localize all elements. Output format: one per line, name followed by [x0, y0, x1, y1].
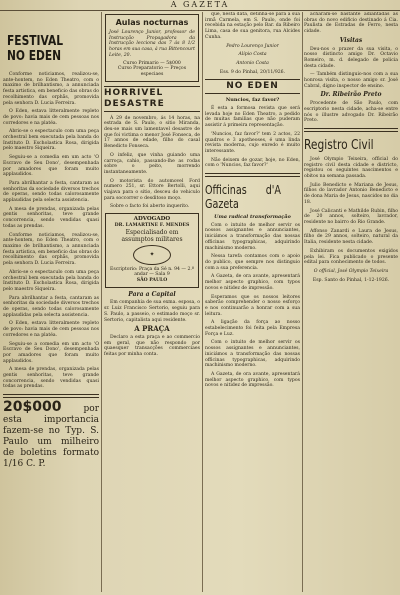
signature: Antonio Costa — [236, 60, 269, 66]
paragraph: Abrio-se o espectaculo com uma peça orchestral bem executada pela banda do Instituto D. Escholastica Rosa, dirigida pelo maestro Siqueira. — [3, 269, 99, 292]
paragraph: Nessa tarefa contamos com o apoio do publico, que sempre nos distinguio com a sua preferencia. — [205, 254, 300, 271]
paragraph: Deu-nos o prazer da sua visita, o nosso distincto amigo Dr. Octavio Romeiro, m. d. delegado de policia desta cidade. — [304, 46, 398, 69]
paragraph: Affonso Zanardi e Laura de Jesus, filho de 29 annos, solteiro, natural da Italia, residente nesta cidade. — [304, 228, 398, 246]
ad-text: por esta importancia fazem-se no Typ. S. Paulo um milheiro de boletins formato 1/16 C. P. — [3, 404, 99, 470]
school-title: Aulas nocturnas — [115, 18, 189, 27]
section-heading: Dr. Ribeirão Preto — [320, 91, 382, 99]
lawyer-title: ADVOGADO — [133, 216, 171, 223]
paragraph: Sobre o facto foi aberto inquerito. — [110, 204, 190, 210]
column-4 — [304, 12, 398, 592]
paragraph: José Calicanti e Mathilde Rubin, filho de 20 annos, solteiro, lavrador, residente no bairro do Rio Grande. — [304, 208, 398, 225]
signature: Pedro Lourenço Junior — [226, 43, 279, 49]
paragraph: Esperamos que os nossos leitores saberão comprehender o nosso esforço e nos continuarão a honrar com a sua leitura. — [205, 294, 300, 317]
divider — [205, 173, 300, 177]
paragraph: Conforme noticiamos, realizou-se, ante-hontem, no Eden Theatro, com o maximo de brilhantismo, a annunciada festa artistica, em beneficio das obras do recolhimento das orphãs, promovida pela senhora D. Lucia Ferreira. — [3, 232, 99, 267]
paragraph: Julio Benedicto e Mariana de Jesus, filhos do lavrador Antonio Benedicto e de dona Maria de Jesus, nascidos no dia 18. — [304, 182, 398, 205]
column-3 — [205, 12, 300, 592]
column-1 — [3, 12, 99, 592]
section-heading: A PRAÇA — [134, 324, 170, 334]
divider — [304, 128, 398, 132]
school-body: José Lourenço Junior, professor de Instrucção Propagadora da Instrucção lecciona das 7 ás 8 1/2 horas em sua casa, á rua Bittencourt Leite, 20. — [109, 30, 195, 58]
paragraph: José Olympio Teixeira, official do registro civil desta cidade e districto, registou os seguintes nascimentos e obitos na semana passada. — [304, 156, 398, 180]
paragraph: Não deixem de gozar, hoje, no Eden, com o 'Nuncios, faz favor?' — [205, 157, 300, 169]
lawyer-spec: Especialisado em assumptos militares — [121, 228, 183, 243]
column-rule — [202, 12, 203, 592]
dateline: Ess. 9 do Pinhal, 20/11/926. — [219, 69, 286, 75]
paragraph: A ligação da força ao nosso estabelecimento foi feita pela Empresa Força e Luz. — [205, 320, 300, 337]
subheading: Nuncios, faz favor? — [225, 97, 280, 104]
school-prep: Curso Preparatorio — Preços especiaes — [117, 66, 187, 77]
section-heading: FESTIVAL NO EDEN — [7, 34, 64, 64]
subheading: Uma radical transformação — [214, 214, 291, 221]
paragraph: Procedente de São Paulo, com escriptorio nesta cidade, acha-se entre nós o illustre advogado Dr. Ribeirão Preto. — [304, 101, 398, 124]
paragraph: A mesa de prendas, organizada pelas gentis senhoritas, teve grande concorrencia, sendo vendidas quasi todas as prendas. — [3, 206, 99, 229]
lawyer-ad — [105, 213, 199, 288]
print-ad — [3, 399, 99, 470]
section-heading: Registro Civil — [304, 137, 374, 153]
paragraph: É esta a formosa revista que será levada hoje no Eden Theatro, a pedido de muitas familias que não puderam assistir á primeira representação. — [205, 106, 300, 129]
paragraph: Em companhia de sua exma. esposa, o sr. Luiz Francisco Sertorio, seguiu para S. Paulo, a passeio, o estimado moço sr. Sertorio, capitalista aqui residente. — [104, 300, 200, 323]
paragraph: Abrio-se o espectaculo com uma peça orchestral bem executada pela banda do Instituto D. Escholastica Rosa, dirigida pelo maestro Siqueira. — [3, 129, 99, 152]
signature: Alípio Costa — [238, 52, 267, 58]
divider — [3, 394, 99, 398]
section-heading: Para a Capital — [128, 290, 176, 298]
paragraph: que, nesta data, detinha-se para a sua irmã Carmela, em S. Paulo, onde foi recebida na estação pelo Bar. da Ribeiro Lima, casa de sua genitora, rua Alcides Cunha. — [205, 12, 300, 40]
paragraph: O motorista do automovel Ford numero 251, sr. Ettore Bertolli, aqui viajava para o sitio, desceu do vehiculo para soccorrer o desditoso moço. — [104, 178, 200, 201]
section-heading: Officinas d'A Gazeta — [205, 183, 281, 212]
seal-icon: ✦ — [133, 245, 171, 265]
section-heading: NO EDEN — [205, 79, 300, 94]
paragraph: Conforme noticiamos, realizou-se, ante-hontem, no Eden Theatro, com o maximo de brilhantismo, a annunciada festa artistica, em beneficio das obras do recolhimento das orphãs, promovida pela senhora D. Lucia Ferreira. — [3, 72, 99, 106]
dateline: Esp. Santo do Pinhal, 1-12-1926. — [312, 277, 390, 283]
paragraph: Com o intuito de melhor servir os nossos assignantes e annunciantes, iniciámos a transformação das nossas officinas typographicas, adquirindo machinismo moderno. — [205, 222, 300, 251]
paragraph: Á 29 de novembro, ás 14 horas, na estrada de S. Paulo, o sitio Miranda, deu-se mais um lamentavel desastre de que foi victima o menor José Fonseca, de 17 annos de edade, filho do casal Benedicto Fonseca. — [104, 115, 200, 150]
signature: O official, José Olympio Teixeira — [313, 268, 389, 274]
section-heading — [104, 86, 200, 112]
paragraph: Seguiu-se a comedia em um acto 'O Escravo de Seu Dono', desempenhada por amadores que foram muito applaudidos. — [3, 155, 99, 178]
paragraph: Declaro a esta praça e ao commercio em geral, que não respondo por quaesquer transacções commerciaes feitas por minha conta. — [104, 334, 200, 358]
section-heading: Visitas — [339, 36, 363, 44]
paragraph: O Eden, estava litteralmente repleto de povo: havia mais de cem pessoas nos corredores e na platéa. — [3, 321, 99, 338]
headline: HORRIVEL DESASTRE — [104, 87, 165, 109]
paragraph: O infeliz, que vinha guiando uma carroça, cahio, passando-lhe as rodas sobre o peito, morrendo instantaneamente. — [104, 152, 200, 175]
school-primary: Curso Primario — 5$000 — [123, 60, 181, 66]
paragraph: — Também distinguio-nos com a sua honrosa visita, o nosso amigo sr. José Cabral, digno inspector de ensino. — [304, 72, 398, 89]
lawyer-name: DR. LAMARTINE F. MENDES — [114, 222, 190, 228]
paragraph: Para abrilhantar a festa, cantaram as senhoritas da sociedade diversos trechos de operas, sendo todas calorosamente applaudidas pela selecta assistencia. — [3, 180, 99, 204]
column-rule — [101, 12, 102, 592]
lawyer-city: SÃO PAULO — [136, 277, 168, 283]
masthead: A GAZETA — [0, 0, 400, 11]
paragraph: Exhibiram os documentos exigidos pela lei. Fica publicado o presente edital para conhecimento de todos. — [304, 248, 398, 266]
paragraph: Seguiu-se a comedia em um acto 'O Escravo de Seu Dono', desempenhada por amadores que foram muito applaudidos. — [3, 341, 99, 364]
paragraph: Para abrilhantar a festa, cantaram as senhoritas da sociedade diversos trechos de operas, sendo todas calorosamente applaudidas pela selecta assistencia. — [3, 295, 99, 318]
paragraph: O Eden, estava litteralmente repleto de povo: havia mais de cem pessoas nos corredores e na platéa. — [3, 109, 99, 126]
paragraph: 'Nuncios, faz favor?' tem 2 actos, 22 quadros e 3 apotheoses, é uma linda revista moderna, cujo enredo é muito interessante. — [205, 131, 300, 154]
ad-price: 20$000 — [3, 399, 62, 416]
paragraph: A Gazeta, de ora avante, apresentará melhor aspecto graphico, com typos novos e nitidez de impressão. — [205, 371, 300, 389]
school-ad — [105, 14, 199, 82]
paragraph: Com o intuito de melhor servir os nossos assignantes e annunciantes, iniciámos a transformação das nossas officinas typographicas, adquirindo machinismo moderno. — [205, 340, 300, 369]
column-rule — [302, 12, 303, 592]
paragraph: A Gazeta, de ora avante, apresentará melhor aspecto graphico, com typos novos e nitidez de impressão. — [205, 274, 300, 291]
paragraph: acharam-se bastante adiantadas as obras do novo edificio destinado á Cia. Paulista de Estradas de Ferro, nesta cidade. — [304, 12, 398, 35]
paragraph: A mesa de prendas, organizada pelas gentis senhoritas, teve grande concorrencia, sendo vendidas quasi todas as prendas. — [3, 367, 99, 390]
column-2 — [104, 12, 200, 592]
lawyer-office: Escriptorio: Praça da Sé n. 94 — 2.º andar — Sala 9 — [110, 266, 194, 278]
